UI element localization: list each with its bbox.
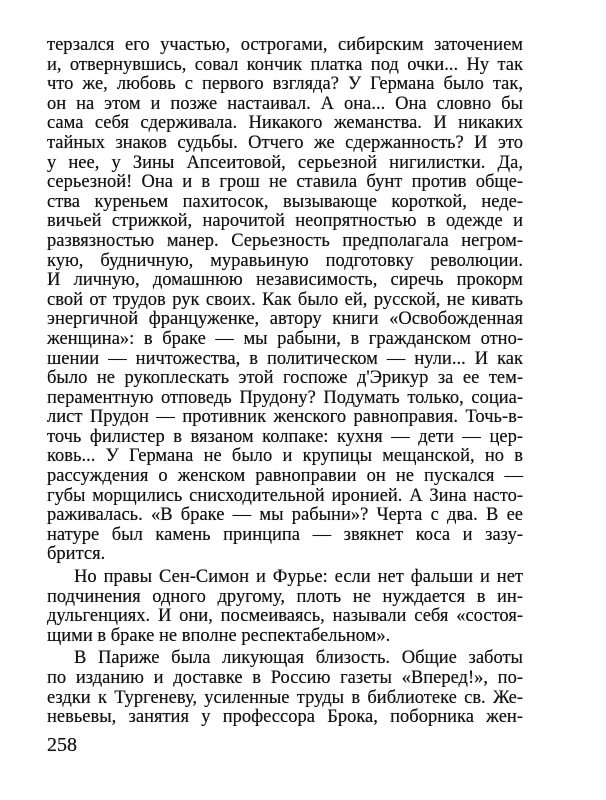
text-line: по изданию и доставке в Россию газеты «Вперед!», по- xyxy=(47,668,523,688)
paragraph xyxy=(47,568,523,646)
text-line: энергичной француженке, автору книги «Освобожденная xyxy=(47,309,523,330)
text-line: терзался его участью, острогами, сибирским заточением xyxy=(47,35,523,55)
text-line: вичьей стрижкой, нарочитой неопрятностью в одежде и xyxy=(47,211,523,232)
text-line: брится. xyxy=(47,544,106,565)
text-line: развязностью манер. Серьезность предполагала негром- xyxy=(47,230,523,251)
text-line: Но правы Сен-Симон и Фурье: если нет фальши и нет xyxy=(74,567,523,588)
paragraph xyxy=(47,649,523,727)
paragraph xyxy=(47,36,523,565)
text-line: у нее, у Зины Апсеитовой, серьезной нигилистки. Да, xyxy=(47,152,523,173)
text-line: женщина»: в браке — мы рабыни, в гражданском отно- xyxy=(47,328,523,349)
text-line: невьевы, занятия у профессора Брока, поборника жен- xyxy=(47,707,523,728)
text-line: тайных знаков судьбы. Отчего же сдержанность? И это xyxy=(47,132,523,153)
text-line: ства куреньем пахитосок, вызывающе короткой, неде- xyxy=(47,191,523,212)
text-line: губы морщились снисходительной иронией. А Зина насто- xyxy=(47,485,523,506)
text-line: точь филистер в вязаном колпаке: кухня — дети — цер- xyxy=(47,426,523,447)
text-line: подчинения одного другому, плоть не нуждается в ин- xyxy=(47,586,523,607)
text-line: рассуждения о женском равноправии он не пускался — xyxy=(47,466,523,487)
text-line: И личную, домашнюю независимость, сиречь прокорм xyxy=(47,270,523,291)
text-line: ездки к Тургеневу, усиленные труды в библиотеке св. Же- xyxy=(47,687,523,708)
book-page-body xyxy=(47,36,523,731)
text-line: свой от трудов рук своих. Как было ей, русской, не кивать xyxy=(47,289,523,310)
text-line: сама себя сдерживала. Никакого жеманства. И никаких xyxy=(47,113,523,134)
text-line: В Париже была ликующая близость. Общие заботы xyxy=(74,648,523,669)
text-line: лист Прудон — противник женского равноправия. Точь-в- xyxy=(47,407,523,428)
text-line: раживалась. «В браке — мы рабыни»? Черта с два. В ее xyxy=(47,505,523,526)
text-line: что же, любовь с первого взгляда? У Германа было так, xyxy=(47,74,523,95)
text-line: шении — ничтожества, в политическом — нули... И как xyxy=(47,348,523,369)
text-line: серьезной! Она и в грош не ставила бунт против обще- xyxy=(47,172,523,193)
text-line: и, отвернувшись, совал кончик платка под очки... Ну так xyxy=(47,54,523,75)
text-line: натуре был камень принципа — звякнет коса и зазу- xyxy=(47,524,523,545)
text-line: он на этом и позже настаивал. А она... Она словно бы xyxy=(47,93,523,114)
text-line: пераментную отповедь Прудону? Подумать только, социа- xyxy=(47,387,523,408)
text-line: дульгенциях. И они, посмеиваясь, называли себя «состоя- xyxy=(47,606,523,627)
text-line: щими в браке не вполне респектабельном». xyxy=(47,625,391,646)
text-line: ковь... У Германа не было и крупицы мещанской, но в xyxy=(47,446,523,467)
text-line: кую, будничную, муравьиную подготовку революции. xyxy=(47,250,523,271)
text-line: было не рукоплескать этой госпоже д'Эрикур за ее тем- xyxy=(47,368,523,389)
page-number: 258 xyxy=(47,734,77,756)
